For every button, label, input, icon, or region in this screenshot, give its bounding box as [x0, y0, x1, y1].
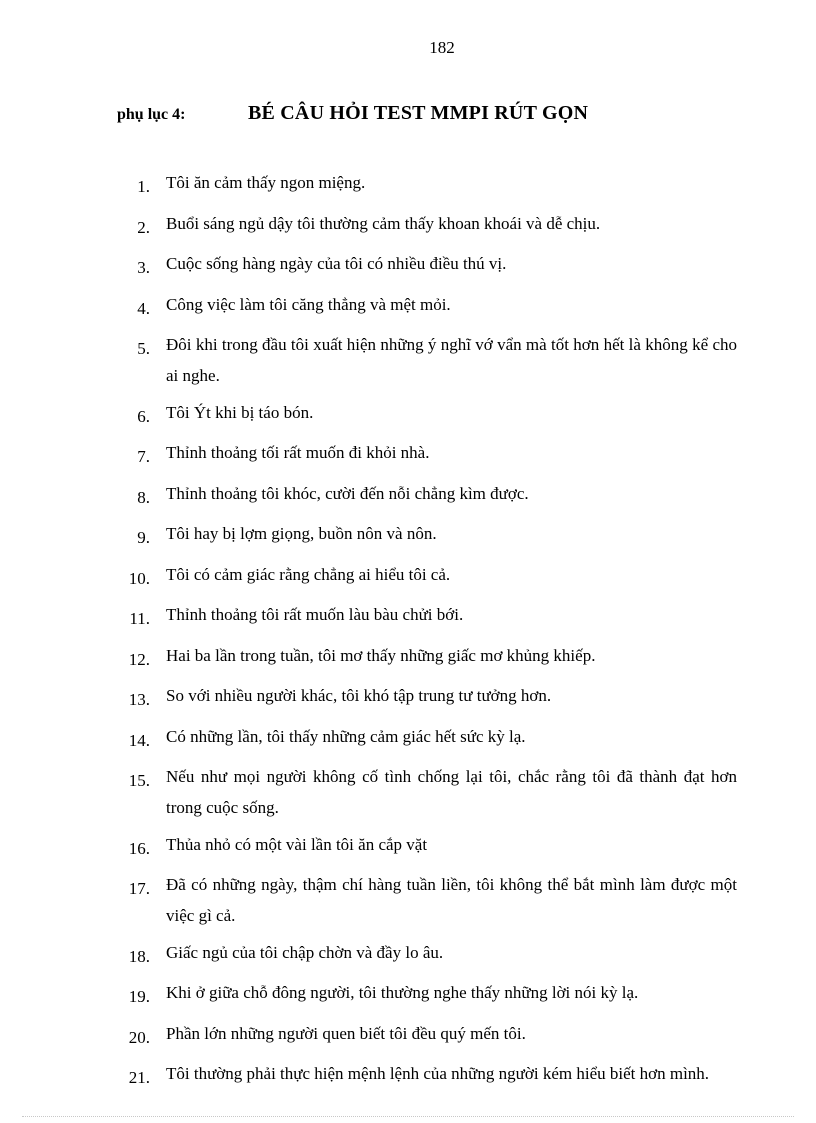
question-number: 16. [128, 838, 150, 858]
question-text: Giấc ngủ của tôi chập chờn và đầy lo âu. [166, 942, 444, 962]
question-number: 21. [128, 1068, 150, 1087]
question-text: Tôi thường phải thực hiện mệnh lệnh của những người kém hiểu biết hơn mình. [166, 1064, 710, 1083]
question-item [0, 599, 816, 634]
question-number-cell [0, 761, 150, 823]
question-number: 13. [128, 690, 150, 709]
question-number: 5. [137, 339, 150, 358]
question-text: Hai ba lần trong tuần, tôi mơ thấy những giấc mơ khủng khiếp. [166, 645, 596, 665]
question-number-cell [0, 518, 150, 553]
question-text: Buổi sáng ngủ dậy tôi thường cảm thấy khoan khoái và dễ chịu. [166, 213, 601, 233]
question-item [0, 437, 816, 472]
question-number-cell [0, 721, 150, 756]
question-text: Thỉnh thoảng tối rất muốn đi khỏi nhà. [166, 443, 430, 462]
question-number: 4. [137, 298, 150, 318]
question-number-cell [0, 478, 150, 513]
question-number: 20. [128, 1027, 150, 1047]
question-number-cell [0, 1058, 150, 1093]
question-text: Tôi có cảm giác rằng chẳng ai hiểu tôi cả. [166, 564, 451, 584]
question-list [0, 167, 816, 1099]
question-text: Khi ở giữa chỗ đông người, tôi thường nghe thấy những lời nói kỳ lạ. [166, 983, 639, 1002]
question-item [0, 208, 816, 243]
page-number: 182 [429, 38, 455, 57]
question-number-cell [0, 397, 150, 432]
question-number-cell [0, 289, 150, 324]
question-number-cell [0, 1018, 150, 1053]
question-text: Nếu như mọi người không cố tình chống lại tôi, chắc rằng tôi đã thành đạt hơn trong cuộc sống. [166, 767, 737, 817]
question-number: 17. [128, 879, 150, 898]
question-text: Có những lần, tôi thấy những cảm giác hết sức kỳ lạ. [166, 726, 526, 746]
question-item [0, 1018, 816, 1053]
question-item [0, 167, 816, 202]
question-number: 19. [128, 987, 150, 1006]
footer-divider [22, 1116, 794, 1117]
question-item [0, 640, 816, 675]
question-number: 8. [137, 487, 150, 507]
question-number: 18. [128, 946, 150, 966]
question-item [0, 559, 816, 594]
question-text: Thủa nhỏ có một vài lần tôi ăn cắp vặt [166, 834, 428, 854]
question-number-cell [0, 437, 150, 472]
question-item [0, 937, 816, 972]
question-text: Phần lớn những người quen biết tôi đều quý mến tôi. [166, 1023, 526, 1043]
question-number-cell [0, 640, 150, 675]
question-number-cell [0, 329, 150, 391]
question-text: Công việc làm tôi căng thẳng và mệt mỏi. [166, 294, 451, 314]
question-item [0, 721, 816, 756]
question-number-cell [0, 248, 150, 283]
appendix-heading [117, 102, 588, 125]
question-number-cell [0, 937, 150, 972]
question-item [0, 869, 816, 931]
question-item [0, 248, 816, 283]
question-number: 9. [137, 528, 150, 547]
question-item [0, 478, 816, 513]
question-number: 12. [128, 649, 150, 669]
question-number-cell [0, 680, 150, 715]
question-item [0, 397, 816, 432]
question-number: 7. [137, 447, 150, 466]
question-text: Tôi Ýt khi bị táo bón. [166, 402, 314, 422]
question-number: 6. [137, 406, 150, 426]
question-number: 2. [137, 217, 150, 237]
question-number-cell [0, 599, 150, 634]
question-number-cell [0, 208, 150, 243]
question-number: 14. [128, 730, 150, 750]
question-number: 11. [129, 609, 150, 628]
question-text: Tôi hay bị lợm giọng, buồn nôn và nôn. [166, 524, 437, 543]
question-item [0, 289, 816, 324]
question-text: Đã có những ngày, thậm chí hàng tuần liền, tôi không thể bắt mình làm được một việc gì cả. [166, 875, 737, 925]
question-number: 1. [137, 177, 150, 196]
question-number: 10. [128, 568, 150, 588]
question-number-cell [0, 167, 150, 202]
question-text: Cuộc sống hàng ngày của tôi có nhiều điều thú vị. [166, 254, 507, 273]
question-text: Thỉnh thoảng tôi rất muốn làu bàu chửi bới. [166, 605, 464, 624]
question-number: 15. [128, 771, 150, 790]
question-item [0, 829, 816, 864]
question-number-cell [0, 869, 150, 931]
question-item [0, 761, 816, 823]
question-item [0, 977, 816, 1012]
appendix-label: phụ lục 4: [117, 106, 186, 123]
question-item [0, 518, 816, 553]
question-item [0, 680, 816, 715]
question-text: Đôi khi trong đầu tôi xuất hiện những ý nghĩ vớ vẩn mà tốt hơn hết là không kể cho ai nghe. [166, 335, 737, 385]
question-text: So với nhiều người khác, tôi khó tập trung tư tưởng hơn. [166, 686, 552, 705]
question-number-cell [0, 829, 150, 864]
question-item [0, 329, 816, 391]
question-number-cell [0, 559, 150, 594]
question-text: Thỉnh thoảng tôi khóc, cười đến nỗi chẳng kìm được. [166, 483, 529, 503]
question-text: Tôi ăn cảm thấy ngon miệng. [166, 173, 366, 192]
appendix-title: BÉ CÂU HỎI TEST MMPI RÚT GỌN [248, 102, 589, 124]
question-item [0, 1058, 816, 1093]
question-number-cell [0, 977, 150, 1012]
question-number: 3. [137, 258, 150, 277]
